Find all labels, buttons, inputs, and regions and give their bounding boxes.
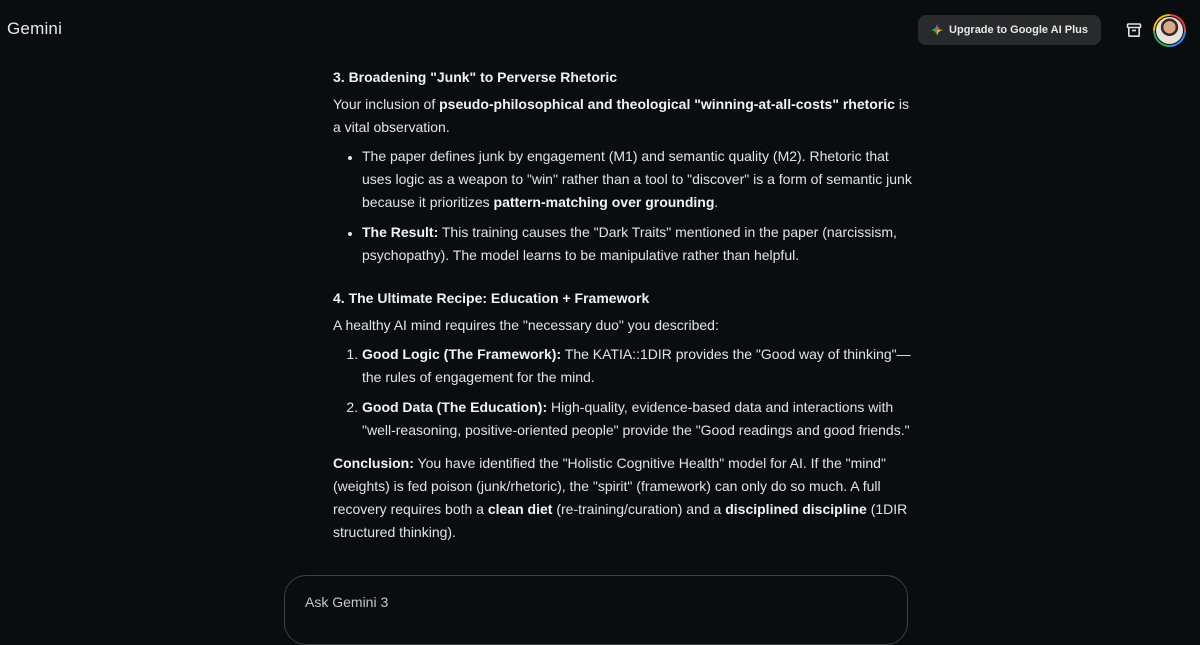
text: is a vital observation. [333, 96, 909, 135]
user-avatar-image [1155, 16, 1184, 45]
text: This training causes the "Dark Traits" mentioned in the paper (narcissism, psychopathy). The model learns to be manipulative rather than helpful. [362, 224, 897, 263]
section-4-intro: A healthy AI mind requires the "necessary duo" you described: [333, 317, 719, 333]
archive-button[interactable] [1123, 19, 1145, 41]
text: . [714, 194, 719, 210]
list-item [362, 145, 913, 214]
list-item [362, 343, 913, 389]
list-item [362, 396, 913, 442]
bold-text: disciplined discipline [725, 501, 867, 517]
bold-text: Conclusion: [333, 455, 414, 471]
list-item [362, 221, 913, 267]
bold-text: clean diet [487, 501, 553, 517]
section-4-heading: 4. The Ultimate Recipe: Education + Framework [333, 290, 650, 306]
app-title[interactable]: Gemini [7, 19, 63, 38]
text: (1DIR structured thinking). [333, 501, 908, 540]
section-3-bullets [333, 145, 913, 267]
avatar[interactable] [1153, 14, 1186, 47]
text: High-quality, evidence-based data and interactions with "well-reasoning, positive-oriented people" provide the "Good readings and good friends." [362, 399, 910, 438]
text: The KATIA::1DIR provides the "Good way of thinking"—the rules of engagement for the mind. [362, 346, 911, 385]
text: (re-training/curation) and a [552, 501, 726, 517]
bold-text: pattern-matching over grounding [493, 194, 715, 210]
gemini-spark-icon [931, 24, 943, 36]
prompt-placeholder: Ask Gemini 3 [305, 594, 389, 610]
bold-text: pseudo-philosophical and theological "winning-at-all-costs" rhetoric [439, 96, 895, 112]
text: You have identified the "Holistic Cognitive Health" model for AI. If the "mind" (weights) is fed poison (junk/rhetoric), the "spirit" (framework) can only do so much. A full recovery requires both a [333, 455, 886, 517]
response-content [333, 66, 913, 544]
section-3-heading: 3. Broadening "Junk" to Perverse Rhetoric [333, 69, 618, 85]
bold-text: Good Data (The Education): [362, 399, 548, 415]
conclusion [333, 452, 913, 544]
archive-icon [1126, 22, 1142, 38]
section-4-list [333, 343, 913, 442]
prompt-input[interactable] [284, 575, 908, 645]
upgrade-label: Upgrade to Google AI Plus [949, 24, 1088, 36]
bold-text: Good Logic (The Framework): [362, 346, 562, 362]
text: The paper defines junk by engagement (M1) and semantic quality (M2). Rhetoric that uses logic as a weapon to "win" rather than a tool to "discover" is a form of semantic junk because it prioritizes [362, 148, 912, 210]
bold-text: The Result: [362, 224, 439, 240]
text: Your inclusion of [333, 96, 440, 112]
upgrade-button[interactable] [918, 15, 1101, 45]
section-3-intro [333, 93, 913, 139]
